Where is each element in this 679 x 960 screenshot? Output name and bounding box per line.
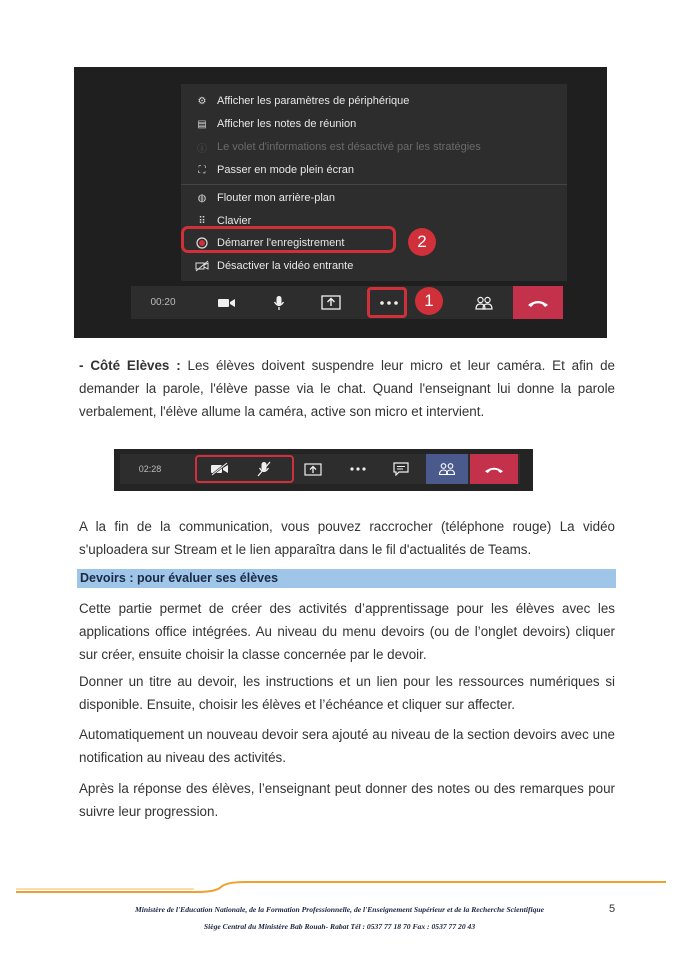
video-off-icon xyxy=(195,259,209,273)
step-badge-2: 2 xyxy=(408,228,436,256)
phone-hangup-icon xyxy=(527,298,549,308)
menu-item-label: Flouter mon arrière-plan xyxy=(217,192,335,204)
paragraph-lead: - Côté Elèves : xyxy=(79,358,181,373)
footer-decorative-line xyxy=(16,879,666,893)
hang-up-button[interactable] xyxy=(470,454,518,484)
blur-background-icon: ◍ xyxy=(197,192,207,204)
section-heading-devoirs xyxy=(77,569,616,588)
participants-button[interactable] xyxy=(426,454,468,484)
menu-item-label: Le volet d'informations est désactivé par les stratégies xyxy=(217,141,481,153)
menu-item-device-settings[interactable] xyxy=(195,91,409,111)
page-number: 5 xyxy=(609,903,616,915)
fullscreen-icon: ⛶ xyxy=(198,164,206,176)
menu-item-meeting-notes[interactable] xyxy=(195,114,356,134)
gear-icon: ⚙ xyxy=(197,95,207,107)
paragraph-devoirs-intro: Cette partie permet de créer des activités d’apprentissage pour les élèves avec les applications office intégrées. Au niveau du menu devoirs (ou de l’onglet devoirs) cliquer sur créer, ensuite choisir la classe concernée par le devoir. xyxy=(79,601,615,662)
microphone-icon xyxy=(273,295,285,311)
paragraph-text: Les élèves doivent suspendre leur micro et leur caméra. Et afin de demander la parole, l'élève passe via le chat. Quand l'enseignant lui donne la parole verbalement, l'élève allume la caméra, active son micro et intervient. xyxy=(79,358,616,419)
people-icon xyxy=(474,295,494,311)
menu-item-fullscreen[interactable] xyxy=(195,160,354,180)
call-control-bar xyxy=(120,454,520,484)
camera-icon xyxy=(217,297,237,309)
menu-item-label: Désactiver la vidéo entrante xyxy=(217,260,354,272)
keypad-icon: ⠿ xyxy=(198,215,206,227)
more-options-button[interactable] xyxy=(342,454,374,484)
menu-item-disable-incoming-video[interactable] xyxy=(195,256,353,276)
camera-mic-highlight-box xyxy=(195,455,294,483)
people-icon xyxy=(438,462,456,476)
info-icon: ⓘ xyxy=(197,143,207,155)
share-screen-button[interactable] xyxy=(311,286,351,319)
participants-button[interactable] xyxy=(464,286,504,319)
hang-up-button[interactable] xyxy=(513,286,563,319)
step-badge-1: 1 xyxy=(415,287,443,315)
phone-hangup-icon xyxy=(484,465,504,474)
camera-button[interactable] xyxy=(207,286,247,319)
chat-icon xyxy=(393,462,409,476)
menu-divider xyxy=(181,184,567,185)
paragraph-devoirs-titre: Donner un titre au devoir, les instructions et un lien pour les ressources numériques si disponible. Ensuite, choisir les élèves et l’échéance et cliquer sur affecter. xyxy=(79,674,615,712)
share-screen-button[interactable] xyxy=(297,454,329,484)
menu-item-label: Démarrer l'enregistrement xyxy=(217,237,345,249)
menu-item-label: Clavier xyxy=(217,215,252,227)
menu-item-info-pane xyxy=(195,137,481,157)
recording-highlight-box xyxy=(181,226,396,253)
microphone-button[interactable] xyxy=(259,286,299,319)
student-call-bar-screenshot xyxy=(114,449,533,491)
call-control-bar xyxy=(131,286,563,319)
chat-button[interactable] xyxy=(385,454,417,484)
call-timer: 02:28 xyxy=(138,464,162,474)
share-screen-icon xyxy=(304,463,322,476)
menu-item-label: Afficher les notes de réunion xyxy=(217,118,357,130)
more-options-highlight-box xyxy=(367,287,407,318)
share-screen-icon xyxy=(321,295,341,310)
menu-item-label: Passer en mode plein écran xyxy=(217,164,354,176)
notes-icon: ▤ xyxy=(197,118,207,130)
paragraph-fin-communication: A la fin de la communication, vous pouvez raccrocher (téléphone rouge) La vidéo s'uploadera sur Stream et le lien apparaîtra dans le fil d'actualités de Teams. xyxy=(79,519,615,557)
paragraph-cote-eleves xyxy=(79,354,615,423)
menu-item-label: Afficher les paramètres de périphérique xyxy=(217,95,410,107)
footer-address-line: Siège Central du Ministère Bab Rouah- Rabat Tél : 0537 77 18 70 Fax : 0537 77 20 43 xyxy=(203,922,476,931)
teams-menu-screenshot xyxy=(74,67,607,338)
call-timer: 00:20 xyxy=(150,297,176,308)
menu-item-blur-background[interactable] xyxy=(195,188,335,208)
more-dots-icon xyxy=(350,467,366,471)
footer-ministry-line: Ministère de l'Education Nationale, de la Formation Professionnelle, de l'Enseignement Supérieur et de la Recherche Scientifique xyxy=(134,905,544,914)
section-title: Devoirs : pour évaluer ses élèves xyxy=(80,571,279,585)
paragraph-devoirs-ajout: Automatiquement un nouveau devoir sera ajouté au niveau de la section devoirs avec une notification au niveau des activités. xyxy=(79,727,615,765)
paragraph-devoirs-reponse: Après la réponse des élèves, l’enseignant peut donner des notes ou des remarques pour suivre leur progression. xyxy=(79,781,615,819)
